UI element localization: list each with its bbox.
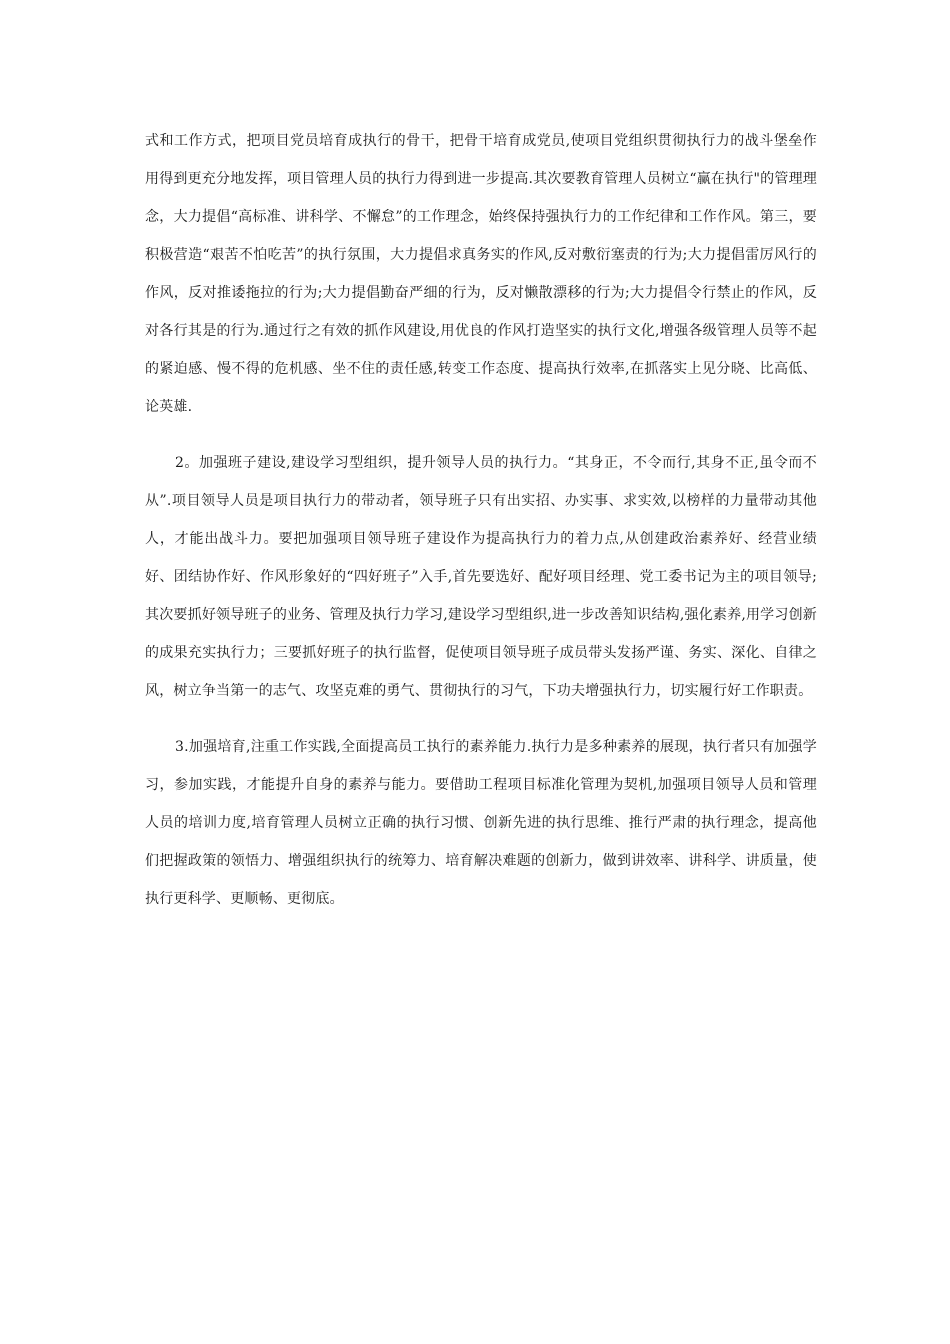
paragraph-gap xyxy=(145,710,817,728)
document-body xyxy=(145,122,817,918)
paragraph-item-2: 2。加强班子建设,建设学习型组织，提升领导人员的执行力。“其身正，不令而行,其身不正,虽令而不从”.项目领导人员是项目执行力的带动者，领导班子只有出实招、办实事、求实效,以榜样的力量带动其他人，才能出战斗力。要把加强项目领导班子建设作为提高执行力的着力点,从创建政治素养好、经营业绩好、团结协作好、作风形象好的“四好班子”入手,首先要选好、配好项目经理、党工委书记为主的项目领导;其次要抓好领导班子的业务、管理及执行力学习,建设学习型组织,进一步改善知识结构,强化素养,用学习创新的成果充实执行力；三要抓好班子的执行监督，促使项目领导班子成员带头发扬严谨、务实、深化、自律之风，树立争当第一的志气、攻坚克难的勇气、贯彻执行的习气，下功夫增强执行力，切实履行好工作职责。 xyxy=(145,455,817,699)
paragraph-item-3: 3.加强培育,注重工作实践,全面提高员工执行的素养能力.执行力是多种素养的展现，执行者只有加强学习，参加实践，才能提升自身的素养与能力。要借助工程项目标准化管理为契机,加强项目领导人员和管理人员的培训力度,培育管理人员树立正确的执行习惯、创新先进的执行思维、推行严肃的执行理念，提高他们把握政策的领悟力、增强组织执行的统筹力、培育解决难题的创新力，做到讲效率、讲科学、讲质量，使执行更科学、更顺畅、更彻底。 xyxy=(145,739,817,907)
paragraph-continuation: 式和工作方式，把项目党员培育成执行的骨干，把骨干培育成党员,使项目党组织贯彻执行力的战斗堡垒作用得到更充分地发挥，项目管理人员的执行力得到进一步提高.其次要教育管理人员树立“赢在执行"的管理理念，大力提倡“高标准、讲科学、不懈怠”的工作理念，始终保持强执行力的工作纪律和工作作风。第三，要积极营造“艰苦不怕吃苦”的执行氛围，大力提倡求真务实的作风,反对敷衍塞责的行为;大力提倡雷厉风行的作风，反对推诿拖拉的行为;大力提倡勤奋严细的行为，反对懒散漂移的行为;大力提倡令行禁止的作风，反对各行其是的行为.通过行之有效的抓作风建设,用优良的作风打造坚实的执行文化,增强各级管理人员等不起的紧迫感、慢不得的危机感、坐不住的责任感,转变工作态度、提高执行效率,在抓落实上见分晓、比高低、论英雄. xyxy=(145,133,817,415)
paragraph-gap xyxy=(145,426,817,444)
